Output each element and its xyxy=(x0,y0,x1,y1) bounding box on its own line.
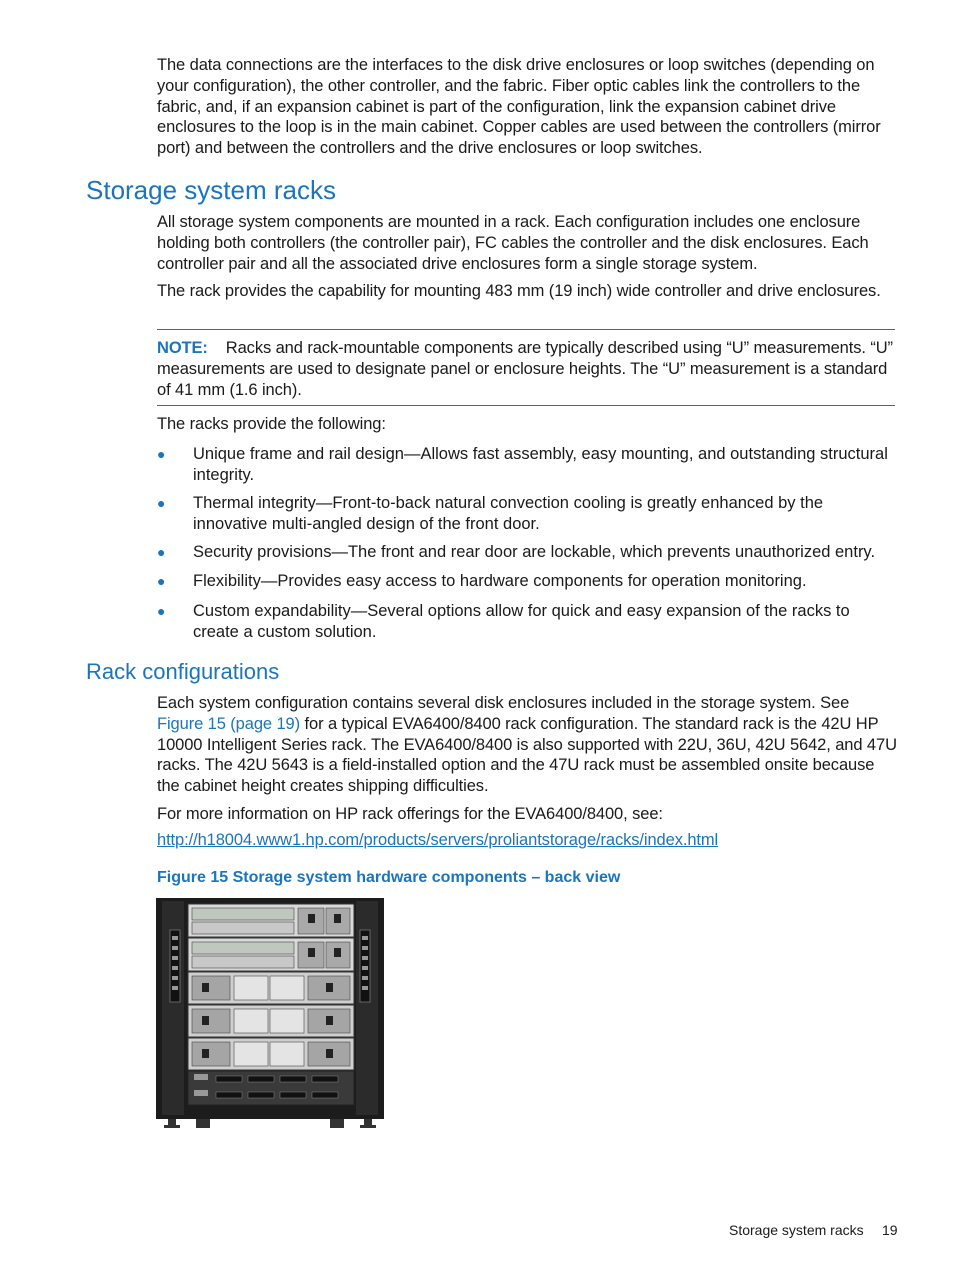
rack-foot xyxy=(364,1119,372,1125)
controller-enclosure xyxy=(188,938,354,971)
intro-paragraph: The data connections are the interfaces to the disk drive enclosures or loop switches (depending on your configuration), the other controller, and the fabric. Fiber optic cables link the controllers to the fabric, and, if an expansion cabinet is part of the configuration, link the expansion cabinet drive enclosures to the loop is in the main cabinet. Copper cables are used between the controllers (mirror port) and between the controllers and the drive enclosures or loop switches. xyxy=(157,56,881,158)
disk-enclosure xyxy=(188,1038,354,1070)
note-box xyxy=(157,329,895,406)
figure-15-link[interactable]: Figure 15 (page 19) xyxy=(157,714,301,733)
rack-config-paragraph-2: For more information on HP rack offerings for the EVA6400/8400, see: xyxy=(157,805,663,823)
list-intro: The racks provide the following: xyxy=(157,415,386,433)
list-item: ● Flexibility—Provides easy access to hardware components for operation monitoring. xyxy=(157,572,807,590)
rack-foot xyxy=(196,1119,210,1128)
figure-caption: Figure 15 Storage system hardware components – back view xyxy=(157,869,621,886)
rack-foot xyxy=(168,1119,176,1125)
controller-enclosure xyxy=(188,904,354,937)
rack-foot xyxy=(164,1125,180,1128)
rack-hardware-illustration xyxy=(156,898,384,1129)
loop-switch-panel xyxy=(188,1071,354,1105)
disk-enclosure xyxy=(188,1005,354,1037)
footer-section-name: Storage system racks xyxy=(729,1222,864,1238)
section-heading-rack-configurations: Rack configurations xyxy=(86,659,280,684)
hp-racks-url-link[interactable]: http://h18004.www1.hp.com/products/servers/proliantstorage/racks/index.html xyxy=(157,831,719,849)
bullet-icon: ● xyxy=(157,544,166,560)
rack-foot xyxy=(330,1119,344,1128)
list-item: ● Thermal integrity—Front-to-back natural convection cooling is greatly enhanced by the innovative multi-angled design of the front door. xyxy=(157,494,824,533)
note-text-block xyxy=(157,338,895,400)
disk-enclosure xyxy=(188,972,354,1004)
list-item: ● Unique frame and rail design—Allows fast assembly, easy mounting, and outstanding structural integrity. xyxy=(157,445,888,484)
racks-paragraph-2: The rack provides the capability for mounting 483 mm (19 inch) wide controller and drive enclosures. xyxy=(157,282,881,300)
note-label: NOTE: xyxy=(157,339,208,357)
bullet-icon: ● xyxy=(157,446,166,462)
rack-foot xyxy=(360,1125,376,1128)
racks-paragraph-1: All storage system components are mounted in a rack. Each configuration includes one enclosure holding both controllers (the controller pair), FC cables the controller and the disk enclosures. Each controller pair and all the associated drive enclosures form a single storage system. xyxy=(157,213,869,273)
bullet-icon: ● xyxy=(157,495,166,511)
bullet-icon: ● xyxy=(157,603,166,619)
list-item: ● Security provisions—The front and rear door are lockable, which prevents unauthorized entry. xyxy=(157,543,876,561)
bullet-icon: ● xyxy=(157,573,166,589)
rack-config-paragraph-1: Each system configuration contains several disk enclosures included in the storage system. See Figure 15 (page 19) for a typical EVA6400/8400 rack configuration. The standard rack is the 42U HP 10000 Intelligent Series rack. The EVA6400/8400 is also supported with 22U, 36U, 42U 5642, and 47U racks. The 42U 5643 is a field-installed option and the 47U rack must be assembled onsite because the cabinet height creates shipping difficulties. xyxy=(157,694,897,796)
section-heading-storage-system-racks: Storage system racks xyxy=(86,175,336,205)
note-text: Racks and rack-mountable components are typically described using “U” measurements. “U” measurements are used to designate panel or enclosure heights. The “U” measurement is a standard of 41 mm (1.6 inch). xyxy=(157,339,893,399)
footer-page-number: 19 xyxy=(882,1222,898,1238)
rack-url-paragraph xyxy=(157,830,899,851)
list-item: ● Custom expandability—Several options allow for quick and easy expansion of the racks to create a custom solution. xyxy=(157,602,850,641)
